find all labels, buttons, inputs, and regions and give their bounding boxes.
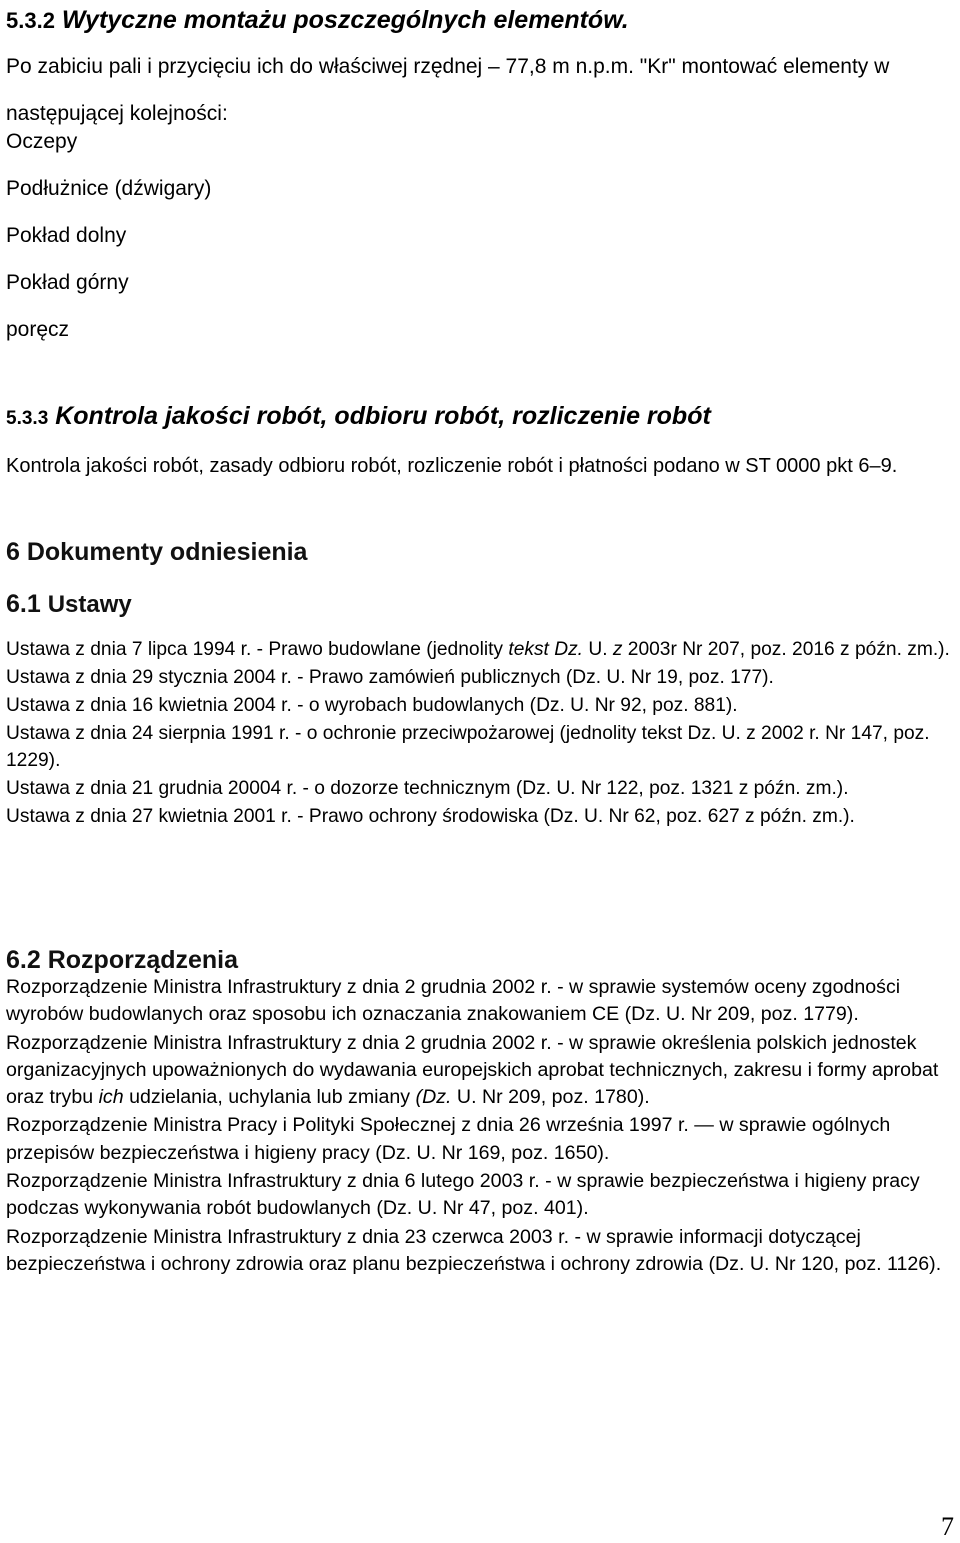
italic-text: z: [612, 639, 623, 660]
section-5-3-2-heading: [6, 0, 629, 41]
section-title: Kontrola jakości robót, odbioru robót, rozliczenie robót: [55, 402, 711, 430]
item-text: Rozporządzenie Ministra Infrastruktury z dnia 23 czerwca 2003 r. - w sprawie informacji dotyczącej bezpieczeństwa i ochrony zdrowia oraz planu bezpieczeństwa i ochrony zdrowia (Dz. U. Nr 120, poz. 1126).: [6, 1225, 942, 1275]
list-item: [6, 1224, 956, 1279]
list-item: [6, 803, 952, 830]
list-item: Oczepy: [6, 130, 78, 153]
laws-list: [6, 636, 952, 831]
section-title: Wytyczne montażu poszczególnych elementów.: [61, 6, 629, 34]
item-text: Rozporządzenie Ministra Pracy i Polityki Społecznej z dnia 26 września 1997 r. — w sprawie ogólnych przepisów bezpieczeństwa i higieny pracy (Dz. U. Nr 169, poz. 1650).: [6, 1114, 891, 1164]
item-text: Ustawa z dnia 16 kwietnia 2004 r. - o wyrobach budowlanych (Dz. U. Nr 92, poz. 881).: [6, 695, 738, 716]
list-item: [6, 974, 956, 1029]
item-text: Rozporządzenie Ministra Infrastruktury z dnia 6 lutego 2003 r. - w sprawie bezpieczeństwa i higieny pracy podczas wykonywania robót budowlanych (Dz. U. Nr 47, poz. 401).: [6, 1170, 920, 1220]
section-number: 5.3.2: [6, 8, 55, 33]
section-6-heading: 6 Dokumenty odniesienia: [6, 538, 308, 566]
item-text: Rozporządzenie Ministra Infrastruktury z dnia 2 grudnia 2002 r. - w sprawie systemów oceny zgodności wyrobów budowlanych oraz sposobu ich oznaczania znakowaniem CE (Dz. U. Nr 209, poz. 1779).: [6, 976, 901, 1026]
list-item: Pokład dolny: [6, 224, 127, 247]
list-item: Podłużnice (dźwigary): [6, 177, 212, 200]
section-number: 6.2: [6, 946, 41, 974]
item-text: Ustawa z dnia 29 stycznia 2004 r. - Prawo zamówień publicznych (Dz. U. Nr 19, poz. 177).: [6, 667, 774, 688]
list-item: [6, 775, 952, 802]
list-item: Pokład górny: [6, 271, 129, 294]
section-5-3-2-paragraph: Po zabiciu pali i przycięciu ich do właściwej rzędnej – 77,8 m n.p.m. "Kr" montować elementy w następującej kolejności:: [6, 55, 890, 125]
section-5-3-3-heading: [6, 396, 711, 439]
list-item: [6, 1112, 956, 1167]
section-6-1-heading: [6, 584, 132, 625]
section-title: Ustawy: [47, 591, 132, 618]
list-item: [6, 720, 952, 774]
item-text: Ustawa z dnia 7 lipca 1994 r. - Prawo budowlane (jednolity: [6, 639, 509, 660]
section-title: Rozporządzenia: [47, 946, 239, 974]
assembly-order-list: [6, 118, 211, 353]
item-text: Rozporządzenie Ministra Infrastruktury z dnia 2 grudnia 2002 r. - w sprawie określenia polskich jednostek organizacyjnych upoważnionych do wydawania europejskich aprobat technicznych, zakresu i formy aprobat oraz trybu: [6, 1031, 939, 1109]
item-text: Ustawa z dnia 24 sierpnia 1991 r. - o ochronie przeciwpożarowej (jednolity tekst Dz. U. z 2002 r. Nr 147, poz. 1229).: [6, 723, 930, 771]
section-number: 5.3.3: [6, 408, 49, 429]
list-item: [6, 1168, 956, 1223]
page-number: 7: [941, 1512, 954, 1541]
italic-text: tekst Dz.: [508, 639, 583, 660]
list-item: [6, 664, 952, 691]
list-item: poręcz: [6, 318, 70, 341]
italic-text: ich: [98, 1086, 124, 1109]
section-number: 6.1: [6, 590, 41, 618]
list-item: [6, 636, 952, 663]
section-5-3-3-paragraph: Kontrola jakości robót, zasady odbioru robót, rozliczenie robót i płatności podano w ST 0000 pkt 6–9.: [6, 455, 898, 477]
item-text: 2003r Nr 207, poz. 2016 z późn. zm.).: [622, 639, 950, 660]
item-text: udzielania, uchylania lub zmiany: [123, 1086, 416, 1109]
item-text: U. Nr 209, poz. 1780).: [451, 1086, 650, 1109]
item-text: U.: [583, 639, 613, 660]
regulations-list: [6, 974, 956, 1279]
list-item: [6, 1030, 956, 1112]
list-item: [6, 692, 952, 719]
item-text: Ustawa z dnia 27 kwietnia 2001 r. - Prawo ochrony środowiska (Dz. U. Nr 62, poz. 627 z późn. zm.).: [6, 806, 855, 827]
item-text: Ustawa z dnia 21 grudnia 20004 r. - o dozorze technicznym (Dz. U. Nr 122, poz. 1321 z późn. zm.).: [6, 778, 849, 799]
italic-text: (Dz.: [415, 1086, 452, 1109]
